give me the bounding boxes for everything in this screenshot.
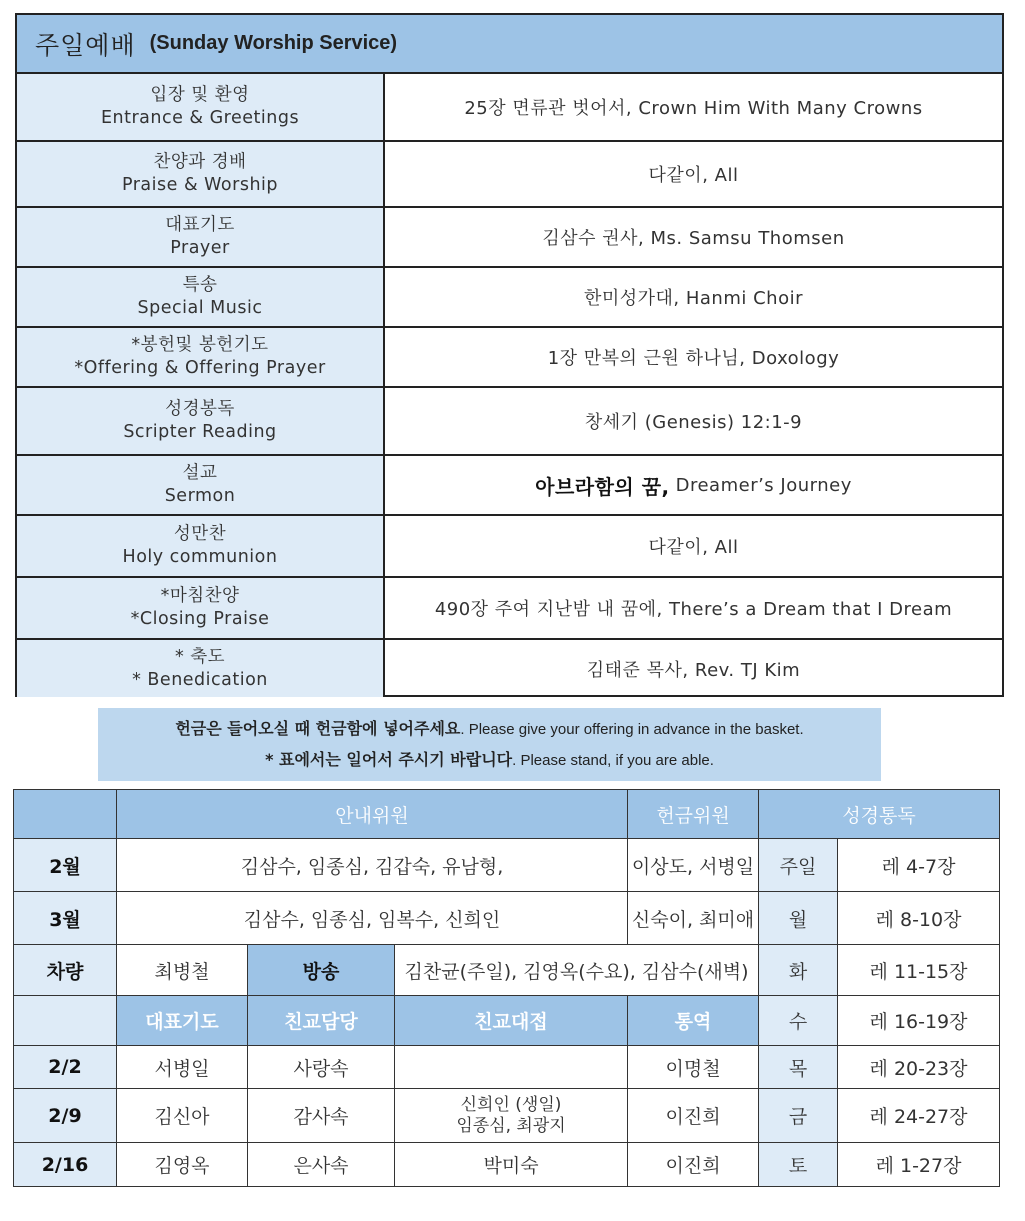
order-item-en: Holy communion [122, 547, 278, 567]
order-item-en: *Offering & Offering Prayer [74, 358, 326, 378]
bible-reading: 레 20-23장 [838, 1046, 1000, 1089]
order-item-value [385, 208, 1002, 266]
bible-day: 월 [759, 892, 838, 945]
order-item-ko: 성만찬 [173, 524, 227, 544]
week-row [14, 1046, 1000, 1089]
order-item-label [17, 388, 385, 454]
order-item-label [17, 74, 385, 140]
order-item-value [385, 388, 1002, 454]
vehicle-row [14, 945, 1000, 996]
order-item-ko: 대표기도 [165, 215, 235, 235]
vehicle-name: 최병철 [117, 945, 248, 996]
order-row [17, 388, 1002, 456]
order-row [17, 328, 1002, 388]
worship-order-header [17, 15, 1002, 74]
order-item-label [17, 268, 385, 326]
order-row [17, 208, 1002, 268]
order-item-en: Prayer [170, 238, 230, 258]
order-row [17, 640, 1002, 697]
month-ushers: 김삼수, 임종심, 임복수, 신희인 [117, 892, 628, 945]
order-item-value [385, 516, 1002, 576]
order-item-value [385, 328, 1002, 386]
service-title-ko: 주일예배 [35, 30, 136, 60]
notice-line-2-en: . Please stand, if you are able. [512, 751, 714, 769]
month-row [14, 892, 1000, 945]
week-translation: 이명철 [628, 1046, 759, 1089]
month-row [14, 839, 1000, 892]
week-date: 2/16 [14, 1143, 117, 1187]
offering-header: 헌금위원 [628, 790, 759, 839]
month-offering: 신숙이, 최미애 [628, 892, 759, 945]
order-item-ko: 찬양과 경배 [153, 152, 247, 172]
month-ushers: 김삼수, 임종심, 김갑숙, 유남형, [117, 839, 628, 892]
order-item-label [17, 456, 385, 514]
order-row [17, 268, 1002, 328]
week-prayer: 김신아 [117, 1089, 248, 1143]
broadcast-label: 방송 [248, 945, 395, 996]
order-item-value [385, 640, 1002, 697]
order-item-value-text: 490장 주여 지난밤 내 꿈에, There’s a Dream that I Dream [434, 599, 953, 620]
notice-line-2 [265, 745, 714, 776]
bible-reading: 레 4-7장 [838, 839, 1000, 892]
month-offering: 이상도, 서병일 [628, 839, 759, 892]
week-fellowship: 감사속 [248, 1089, 395, 1143]
schedule-table [13, 789, 1000, 1187]
notice-box [98, 708, 881, 781]
order-item-ko: 성경봉독 [165, 399, 235, 419]
week-date: 2/2 [14, 1046, 117, 1089]
order-item-value-text: 창세기 (Genesis) 12:1-9 [584, 412, 803, 433]
order-item-en: Sermon [164, 486, 236, 506]
sermon-title-ko: 아브라함의 꿈, [535, 474, 670, 499]
order-row [17, 516, 1002, 578]
month-label: 2월 [14, 839, 117, 892]
order-item-label [17, 578, 385, 638]
hosting-header: 친교대접 [395, 996, 628, 1046]
order-item-en: Special Music [137, 298, 263, 318]
bible-day: 목 [759, 1046, 838, 1089]
vehicle-label: 차량 [14, 945, 117, 996]
order-item-ko: 설교 [182, 463, 218, 483]
month-label: 3월 [14, 892, 117, 945]
week-row [14, 1089, 1000, 1143]
service-title-en: (Sunday Worship Service) [149, 32, 398, 54]
order-item-value-text: 다같이, All [648, 537, 739, 558]
order-item-value-text: Dreamer’s Journey [675, 474, 852, 496]
notice-line-1 [175, 714, 803, 745]
order-item-label [17, 142, 385, 206]
notice-line-1-en: . Please give your offering in advance in the basket. [460, 720, 804, 738]
order-item-label [17, 640, 385, 697]
notice-line-2-ko: * 표에서는 일어서 주시기 바랍니다 [265, 749, 513, 769]
bible-day: 화 [759, 945, 838, 996]
worship-order-table [15, 13, 1004, 697]
order-item-value-text: 25장 면류관 벗어서, Crown Him With Many Crowns [464, 98, 923, 119]
order-item-label [17, 328, 385, 386]
bible-reading: 레 1-27장 [838, 1143, 1000, 1187]
order-item-value-text: 다같이, All [648, 165, 739, 186]
order-item-value-text: 김태준 목사, Rev. TJ Kim [586, 659, 801, 681]
fellowship-header: 친교담당 [248, 996, 395, 1046]
week-fellowship: 사랑속 [248, 1046, 395, 1089]
translation-header: 통역 [628, 996, 759, 1046]
order-item-en: * Benedication [132, 669, 268, 690]
week-hosting: 박미숙 [395, 1143, 628, 1187]
order-item-ko: *마침찬양 [160, 586, 240, 606]
schedule-header-row [14, 790, 1000, 839]
notice-line-1-ko: 헌금은 들어오실 때 헌금함에 넣어주세요 [175, 718, 461, 738]
order-row [17, 74, 1002, 142]
order-item-en: Scripter Reading [123, 422, 277, 442]
week-translation: 이진희 [628, 1089, 759, 1143]
order-item-value [385, 578, 1002, 638]
order-item-ko: 입장 및 환영 [150, 85, 250, 105]
order-item-value [385, 456, 1002, 514]
bible-reading: 레 11-15장 [838, 945, 1000, 996]
order-item-value [385, 74, 1002, 140]
order-item-ko: * 축도 [174, 646, 226, 667]
bible-day: 수 [759, 996, 838, 1046]
week-date: 2/9 [14, 1089, 117, 1143]
order-item-value [385, 268, 1002, 326]
bible-reading: 레 16-19장 [838, 996, 1000, 1046]
week-hosting [395, 1046, 628, 1089]
order-item-label [17, 516, 385, 576]
order-row [17, 456, 1002, 516]
week-fellowship: 은사속 [248, 1143, 395, 1187]
ushers-header: 안내위원 [117, 790, 628, 839]
bible-day: 금 [759, 1089, 838, 1143]
prayer-header: 대표기도 [117, 996, 248, 1046]
broadcast-names: 김찬균(주일), 김영옥(수요), 김삼수(새벽) [395, 945, 759, 996]
order-row [17, 142, 1002, 208]
bible-day: 주일 [759, 839, 838, 892]
week-translation: 이진희 [628, 1143, 759, 1187]
bible-reading: 레 24-27장 [838, 1089, 1000, 1143]
order-item-value-text: 1장 만복의 근원 하나님, Doxology [547, 348, 840, 369]
order-item-label [17, 208, 385, 266]
duty-corner-cell [14, 996, 117, 1046]
duty-header-row [14, 996, 1000, 1046]
bible-day: 토 [759, 1143, 838, 1187]
order-item-en: *Closing Praise [130, 609, 270, 629]
bible-reading: 레 8-10장 [838, 892, 1000, 945]
order-row [17, 578, 1002, 640]
order-item-value-text: 한미성가대, Hanmi Choir [583, 288, 803, 309]
order-item-value [385, 142, 1002, 206]
week-hosting: 신희인 (생일) 임종심, 최광지 [395, 1089, 628, 1143]
week-prayer: 서병일 [117, 1046, 248, 1089]
order-item-en: Entrance & Greetings [100, 108, 300, 128]
order-item-en: Praise & Worship [121, 175, 279, 195]
order-item-value-text: 김삼수 권사, Ms. Samsu Thomsen [542, 228, 845, 249]
week-row [14, 1143, 1000, 1187]
week-prayer: 김영옥 [117, 1143, 248, 1187]
bible-reading-header: 성경통독 [759, 790, 1000, 839]
order-item-ko: 특송 [182, 275, 218, 295]
schedule-corner-cell [14, 790, 117, 839]
order-item-ko: *봉헌및 봉헌기도 [131, 335, 269, 355]
